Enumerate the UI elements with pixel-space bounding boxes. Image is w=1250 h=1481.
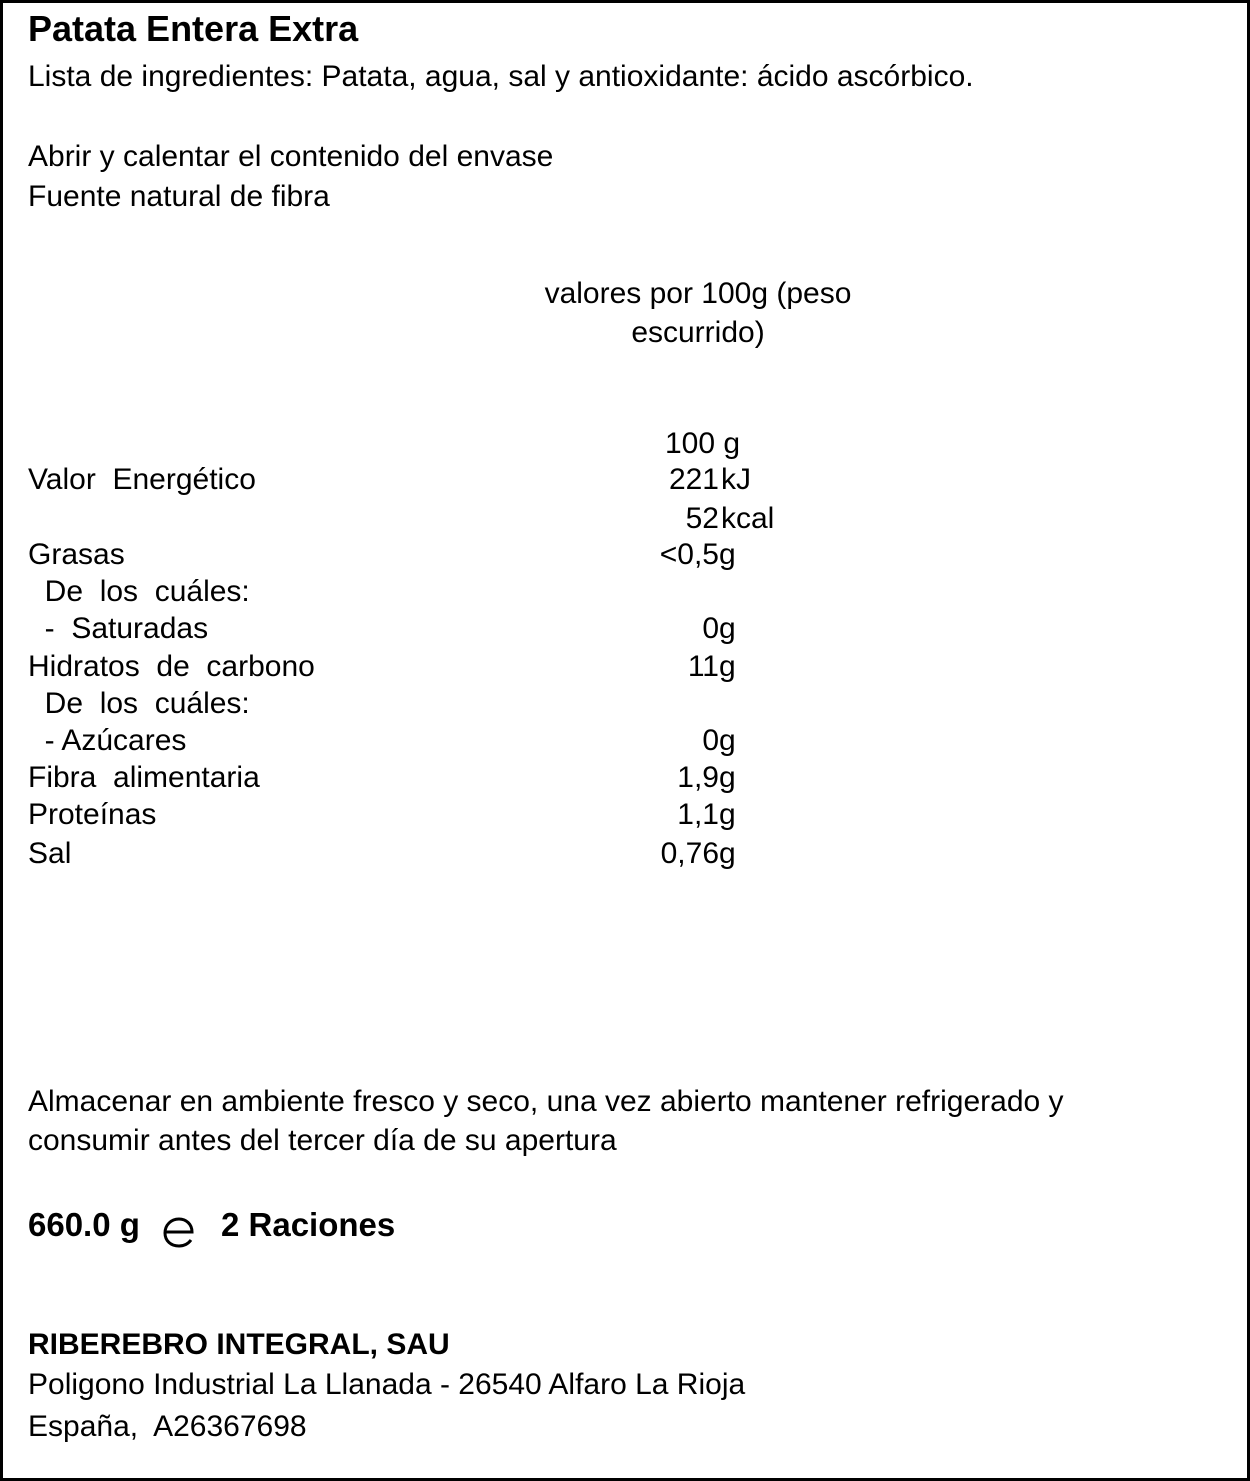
nutrient-unit: g <box>719 761 736 794</box>
nutrient-sublabel: De los cuáles: <box>28 687 250 720</box>
storage-line2: consumir antes del tercer día de su apertura <box>28 1124 617 1157</box>
nutrient-sublabel: De los cuáles: <box>28 575 250 608</box>
nutrient-label: - Azúcares <box>28 724 187 757</box>
energy-kcal-unit: kcal <box>721 502 775 535</box>
nutrient-label: Proteínas <box>28 798 157 831</box>
nutrient-label: Grasas <box>28 538 125 571</box>
nutrient-unit: g <box>719 837 736 870</box>
nutrient-value: 11 <box>687 650 719 683</box>
nutrient-label: - Saturadas <box>28 612 209 645</box>
company-address: Poligono Industrial La Llanada - 26540 Alfaro La Rioja <box>28 1368 746 1401</box>
energy-kcal-value: 52 <box>685 502 719 535</box>
nutrient-unit: g <box>719 798 736 831</box>
nutrient-unit: g <box>719 612 736 645</box>
preparation-instructions: Abrir y calentar el contenido del envase <box>28 140 554 173</box>
nutrient-value: 1,1 <box>677 798 719 831</box>
nutrient-unit: g <box>719 650 736 683</box>
storage-line1: Almacenar en ambiente fresco y seco, una vez abierto mantener refrigerado y <box>28 1085 1064 1118</box>
nutrient-value: 0 <box>702 612 719 645</box>
nutrition-column-header: 100 g <box>665 427 741 460</box>
ingredients-list: Lista de ingredientes: Patata, agua, sal y antioxidante: ácido ascórbico. <box>28 60 974 93</box>
nutrient-value: 0,76 <box>660 837 719 870</box>
nutrition-header-line1: valores por 100g (peso <box>544 277 852 310</box>
nutrition-header-line2: escurrido) <box>631 316 765 349</box>
energy-label: Valor Energético <box>28 463 256 496</box>
nutrient-label: Sal <box>28 837 72 870</box>
estimated-sign-icon <box>161 1214 197 1250</box>
product-name: Patata Entera Extra <box>28 8 359 49</box>
nutrient-unit: g <box>719 538 736 571</box>
nutrient-label: Hidratos de carbono <box>28 650 315 683</box>
company-country-id: España, A26367698 <box>28 1410 307 1443</box>
nutrient-label: Fibra alimentaria <box>28 761 260 794</box>
nutrient-value: 1,9 <box>677 761 719 794</box>
nutrient-value: <0,5 <box>659 538 719 571</box>
energy-kj-value: 221 <box>668 463 719 496</box>
nutrient-unit: g <box>719 724 736 757</box>
nutrient-value: 0 <box>702 724 719 757</box>
servings: 2 Raciones <box>221 1206 396 1243</box>
energy-kj-unit: kJ <box>721 463 751 496</box>
fiber-claim: Fuente natural de fibra <box>28 180 330 213</box>
net-weight: 660.0 g <box>28 1206 140 1243</box>
company-name: RIBEREBRO INTEGRAL, SAU <box>28 1328 450 1361</box>
